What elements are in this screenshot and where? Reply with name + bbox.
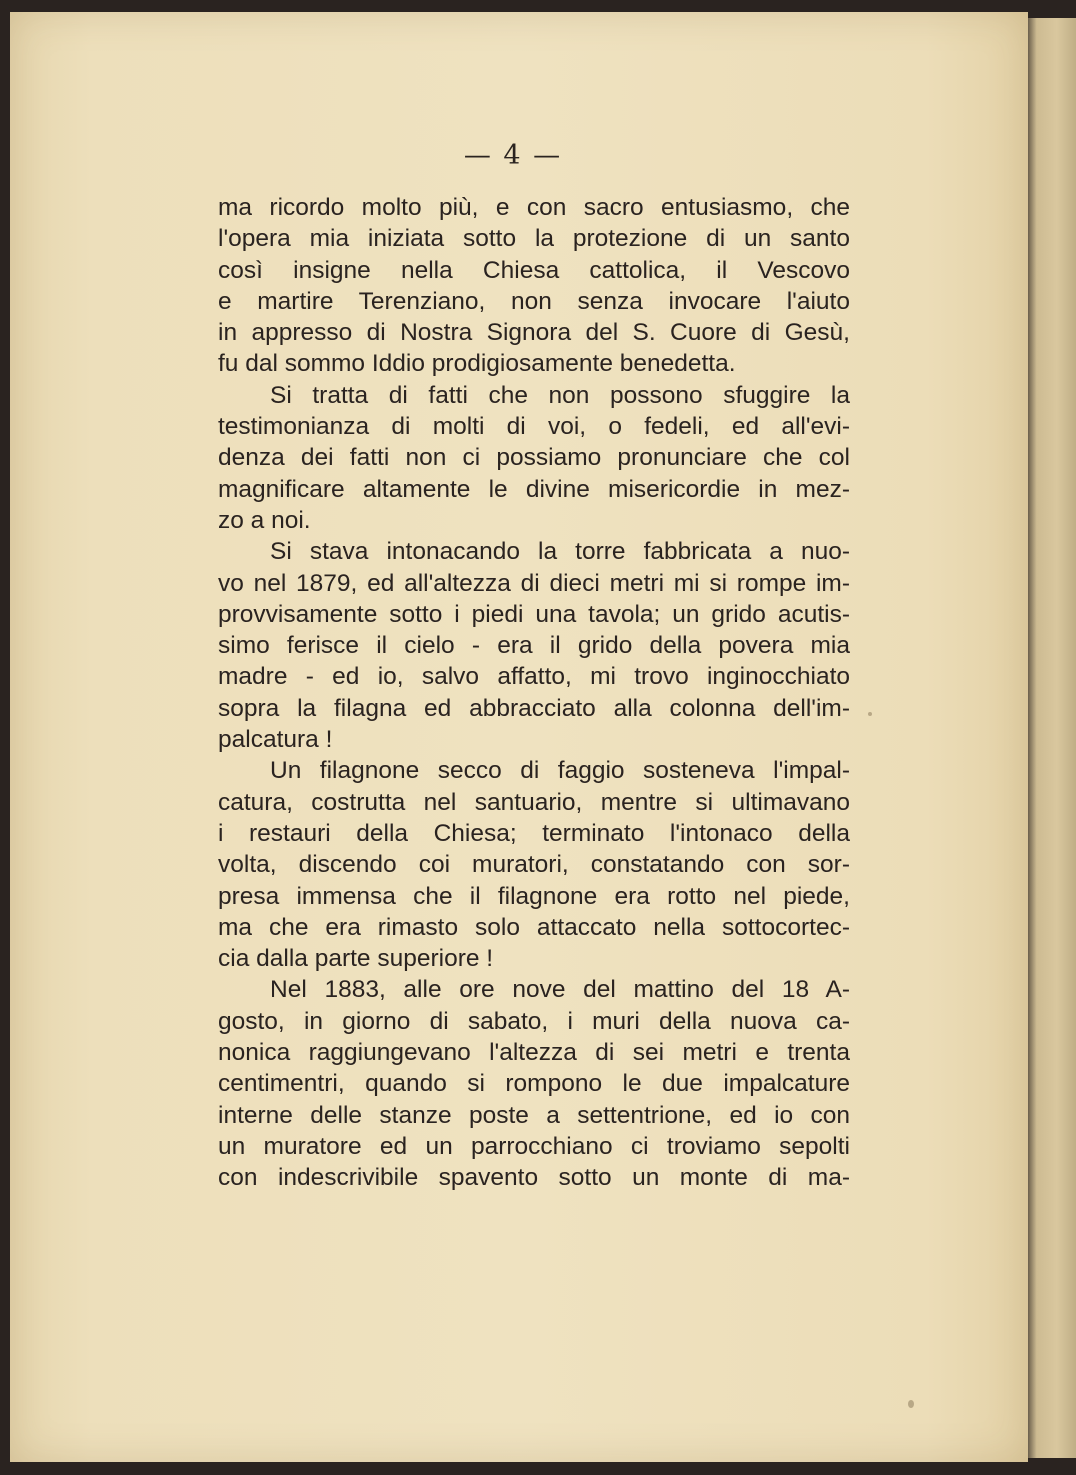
text-line: magnificare altamente le divine misericordie in mez- (218, 475, 850, 503)
text-line: ma che era rimasto solo attaccato nella sottocortec- (218, 913, 850, 941)
text-line: fu dal sommo Iddio prodigiosamente benedetta. (218, 350, 736, 378)
text-line: vo nel 1879, ed all'altezza di dieci metri mi si rompe im- (218, 569, 850, 597)
text-line: Si stava intonacando la torre fabbricata a nuo- (270, 538, 850, 566)
book-page (10, 12, 1028, 1462)
text-line: i restauri della Chiesa; terminato l'intonaco della (218, 819, 850, 847)
body-text (218, 192, 850, 1194)
text-line: testimonianza di molti di voi, o fedeli, ed all'evi- (218, 413, 850, 441)
page-number: — 4 — (463, 140, 563, 171)
text-line: gosto, in giorno di sabato, i muri della nuova ca- (218, 1007, 850, 1035)
paragraph (218, 380, 850, 536)
ink-speck (868, 712, 872, 716)
text-line: zo a noi. (218, 506, 311, 534)
text-line: così insigne nella Chiesa cattolica, il Vescovo (218, 256, 850, 284)
paragraph (218, 974, 850, 1193)
paragraph (218, 192, 850, 380)
paragraph (218, 536, 850, 755)
text-line: interne delle stanze poste a settentrione, ed io con (218, 1101, 850, 1129)
text-line: cia dalla parte superiore ! (218, 945, 494, 973)
text-line: presa immensa che il filagnone era rotto nel piede, (218, 882, 850, 910)
text-line: palcatura ! (218, 726, 333, 754)
text-line: volta, discendo coi muratori, constatando con sor- (218, 851, 850, 879)
text-line: in appresso di Nostra Signora del S. Cuore di Gesù, (218, 319, 850, 347)
adjacent-page-edge (1028, 18, 1076, 1458)
text-line: l'opera mia iniziata sotto la protezione di un santo (218, 225, 850, 253)
text-line: nonica raggiungevano l'altezza di sei metri e trenta (218, 1039, 850, 1067)
text-line: sopra la filagna ed abbracciato alla colonna dell'im- (218, 694, 850, 722)
text-line: Si tratta di fatti che non possono sfuggire la (270, 381, 850, 409)
text-line: madre - ed io, salvo affatto, mi trovo inginocchiato (218, 663, 850, 691)
text-line: ma ricordo molto più, e con sacro entusiasmo, che (218, 194, 850, 221)
text-line: un muratore ed un parrocchiano ci troviamo sepolti (218, 1132, 850, 1160)
text-line: simo ferisce il cielo - era il grido della povera mia (218, 632, 850, 660)
text-line: provvisamente sotto i piedi una tavola; un grido acutis- (218, 600, 850, 628)
text-line: con indescrivibile spavento sotto un monte di ma- (218, 1164, 850, 1192)
text-line: Nel 1883, alle ore nove del mattino del 18 A- (270, 976, 850, 1004)
text-line: denza dei fatti non ci possiamo pronunciare che col (218, 444, 850, 472)
text-line: catura, costrutta nel santuario, mentre si ultimavano (218, 788, 850, 816)
ink-speck (908, 1400, 914, 1408)
text-line: Un filagnone secco di faggio sosteneva l'impal- (270, 757, 850, 785)
paragraph (218, 755, 850, 974)
text-line: centimentri, quando si rompono le due impalcature (218, 1070, 850, 1098)
text-line: e martire Terenziano, non senza invocare l'aiuto (218, 287, 850, 315)
